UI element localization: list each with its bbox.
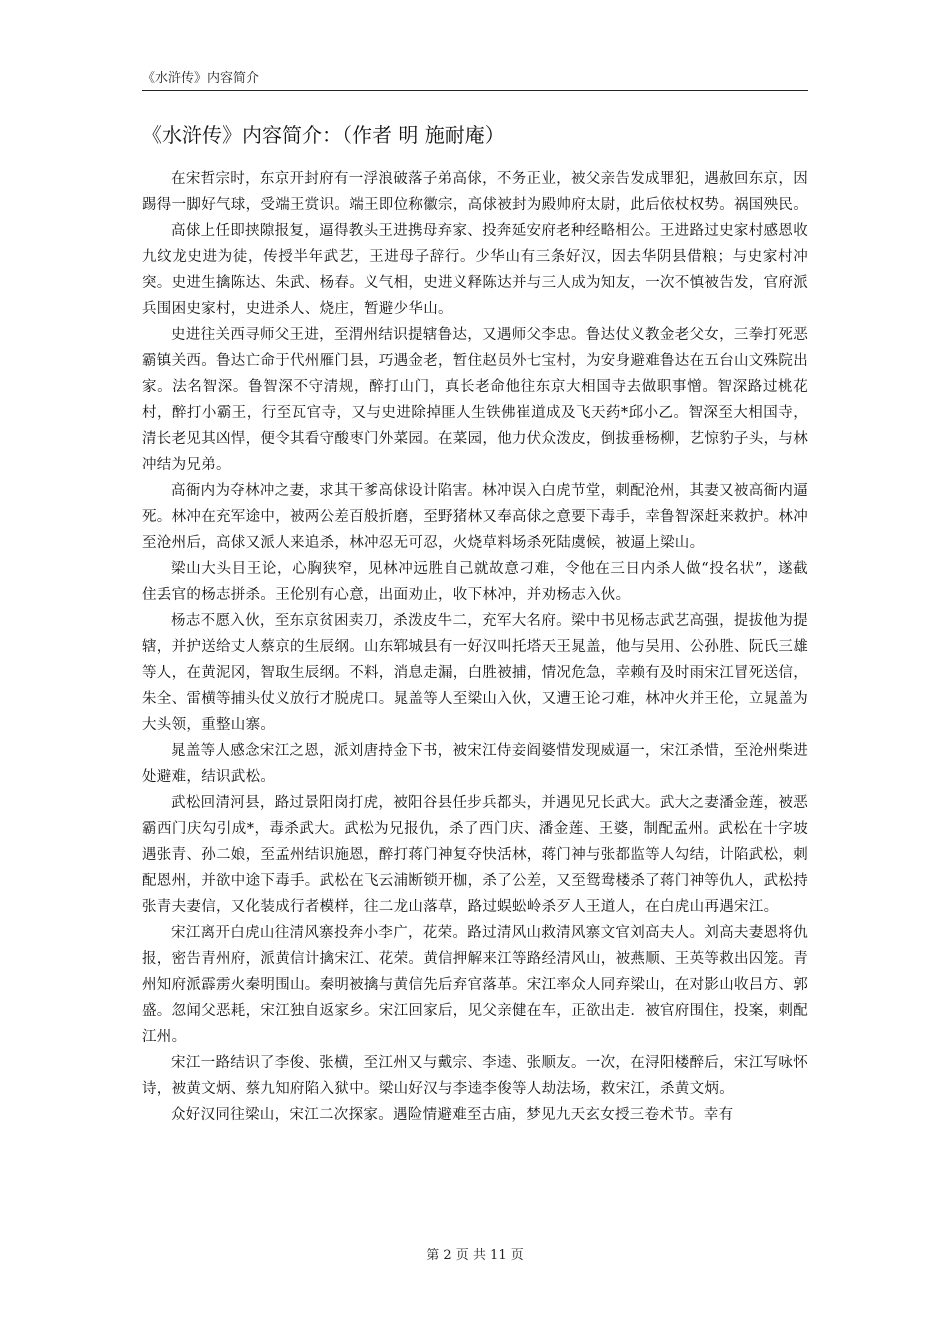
running-header: [142, 70, 808, 91]
paragraph: 在宋哲宗时，东京开封府有一浮浪破落子弟高俅，不务正业，被父亲告发成罪犯，遇赦回东京，因踢得一脚好气球，受端王赏识。端王即位称徽宗，高俅被封为殿帅府太尉，此后依杖权势。祸国殃民。: [142, 171, 808, 213]
document-body: [142, 166, 808, 1128]
paragraph: 众好汉同往梁山，宋江二次探家。遇险情避难至古庙，梦见九天玄女授三卷术节。幸有: [171, 1107, 734, 1123]
running-header-text: 《水浒传》内容简介: [142, 71, 260, 86]
paragraph: 史进往关西寻师父王进，至渭州结识提辖鲁达，又遇师父李忠。鲁达仗义教金老父女，三拳打死恶霸镇关西。鲁达亡命于代州雁门县，巧遇金老，暂住赵员外七宝村，为安身避难鲁达在五台山文殊院出家。法名智深。鲁智深不守清规，醉打山门，真长老命他往东京大相国寺去做职事憎。智深路过桃花村，醉打小霸王，行至瓦官寺，又与史进除掉匪人生铁佛崔道成及飞天药*邱小乙。智深至大相国寺，清长老见其凶悍，便令其看守酸枣门外菜园。在菜园，他力伏众泼皮，倒拔垂杨柳，艺惊豹子头，与林冲结为兄弟。: [142, 327, 808, 473]
paragraph: 高俅上任即挟隙报复，逼得教头王进携母弃家、投奔延安府老种经略相公。王进路过史家村感恩收九纹龙史进为徒，传授半年武艺，王进母子辞行。少华山有三条好汉，因去华阴县借粮；与史家村冲突。史进生擒陈达、朱武、杨春。义气相，史进义释陈达并与三人成为知友，一次不慎被告发，官府派兵围困史家村，史进杀人、烧庄，暂避少华山。: [142, 223, 808, 317]
paragraph: 武松回清河县，路过景阳岗打虎，被阳谷县任步兵都头，并遇见兄长武大。武大之妻潘金莲，被恶霸西门庆勾引成*，毒杀武大。武松为兄报仇，杀了西门庆、潘金莲、王婆，制配孟州。武松在十字坡遇张青、孙二娘，至孟州结识施恩，醉打蒋门神复夺快活林，蒋门神与张都监等人勾结，计陷武松，刺配恩州，并欲中途下毒手。武松在飞云浦断锁开枷，杀了公差，又至鸳鸯楼杀了蒋门神等仇人，武松持张青夫妻信，又化装成行者模样，往二龙山落草，路过蜈蚣岭杀歹人王道人，在白虎山再遇宋江。: [142, 795, 808, 915]
paragraph: 宋江一路结识了李俊、张横，至江州又与戴宗、李逵、张顺友。一次，在浔阳楼醉后，宋江写咏怀诗，被黄文炳、蔡九知府陷入狱中。梁山好汉与李逵李俊等人劫法场，救宋江，杀黄文炳。: [142, 1055, 808, 1097]
paragraph: 高衙内为夺林冲之妻，求其干爹高俅设计陷害。林冲误入白虎节堂，刺配沧州，其妻又被高衙内逼死。林冲在充军途中，被两公差百般折磨，至野猪林又奉高俅之意要下毒手，幸鲁智深赶来救护。林冲至沧州后，高俅又派人来追杀，林冲忍无可忍，火烧草料场杀死陆虞候，被逼上梁山。: [142, 483, 808, 551]
paragraph: 梁山大头目王论，心胸狭窄，见林冲远胜自己就故意刁难，令他在三日内杀人做“投名状”，遂截住丢官的杨志拼杀。王伦别有心意，出面劝止，收下林冲，并劝杨志入伙。: [142, 561, 808, 603]
paragraph: 宋江离开白虎山往清风寨投奔小李广，花荣。路过清风山救清风寨文官刘高夫人。刘高夫妻恩将仇报，密告青州府，派黄信计擒宋江、花荣。黄信押解来江等路经清风山，被燕顺、王英等救出囚笼。青州知府派霹雳火秦明围山。秦明被擒与黄信先后弃官落革。宋江率众人同弃梁山，在对影山收吕方、郭盛。忽闻父恶耗，宋江独自返家乡。宋江回家后，见父亲健在车，正欲出走．被官府围住，投案，刺配江州。: [142, 925, 808, 1045]
document-title: 《水浒传》内容简介：（作者 明 施耐庵）: [142, 123, 505, 147]
paragraph: 晁盖等人感念宋江之恩，派刘唐持金下书，被宋江侍妾阎婆惜发现威逼一，宋江杀惜，至沧州柴进处避难，结识武松。: [142, 743, 808, 785]
page-number-footer: 第 2 页 共 11 页: [426, 1248, 524, 1263]
paragraph: 杨志不愿入伙，至东京贫困卖刀，杀泼皮牛二，充军大名府。梁中书见杨志武艺高强，提拔他为提辖，并护送给丈人蔡京的生辰纲。山东郓城县有一好汉叫托塔天王晁盖，他与吴用、公孙胜、阮氏三雄等人，在黄泥冈，智取生辰纲。不料，消息走漏，白胜被捕，情况危急，幸赖有及时雨宋江冒死送信，朱全、雷横等捕头仗义放行才脱虎口。晁盖等人至梁山入伙，又遭王论刁难，林冲火并王伦，立晁盖为大头领，重整山寨。: [142, 613, 808, 733]
